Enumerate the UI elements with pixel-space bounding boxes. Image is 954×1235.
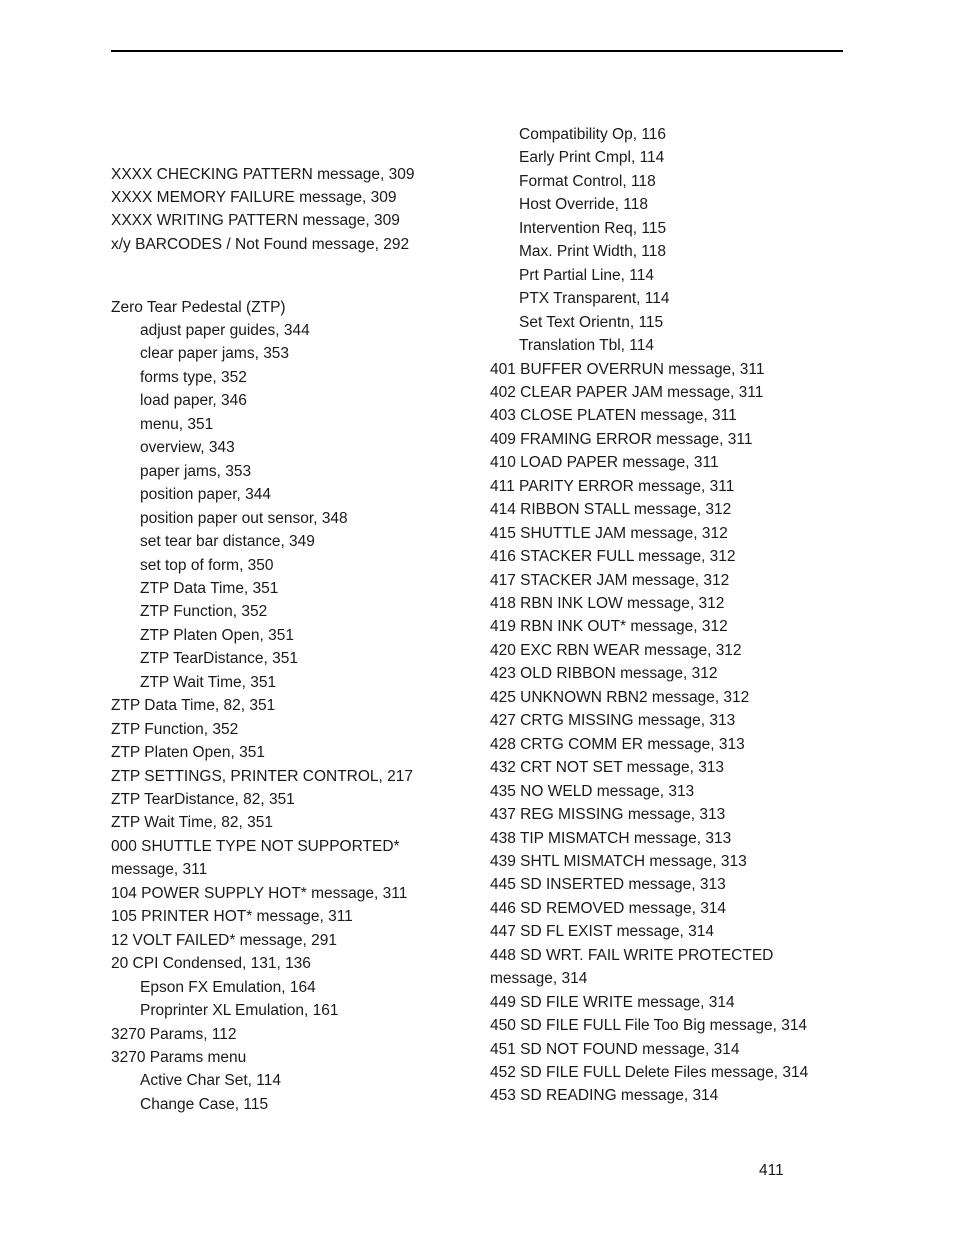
index-entry: x/y BARCODES / Not Found message, 292 [111,236,410,253]
index-entry: 427 CRTG MISSING message, 313 [490,712,736,730]
index-entry: 12 VOLT FAILED* message, 291 [111,931,338,949]
index-entry: 452 SD FILE FULL Delete Files message, 314 [490,1064,809,1081]
index-entry: 104 POWER SUPPLY HOT* message, 311 [111,884,408,902]
index-entry: 20 CPI Condensed, 131, 136 [111,955,311,973]
index-subentry: Intervention Req, 115 [519,219,667,237]
index-subentry: set top of form, 350 [140,556,274,574]
index-entry: 411 PARITY ERROR message, 311 [490,477,735,495]
index-entry: 450 SD FILE FULL File Too Big message, 314 [490,1017,808,1035]
index-entry: 425 UNKNOWN RBN2 message, 312 [490,688,750,706]
index-entry: 451 SD NOT FOUND message, 314 [490,1040,740,1058]
index-entry: 448 SD WRT. FAIL WRITE PROTECTED [490,946,774,964]
index-subentry: Compatibility Op, 116 [519,126,667,143]
index-entry: 453 SD READING message, 314 [490,1087,719,1105]
index-entry: 419 RBN INK OUT* message, 312 [490,618,728,636]
index-subentry: forms type, 352 [140,368,247,386]
index-subentry: Prt Partial Line, 114 [519,266,654,284]
index-entry: 420 EXC RBN WEAR message, 312 [490,641,742,659]
index-entry: 437 REG MISSING message, 313 [490,806,726,824]
index-subentry: Active Char Set, 114 [140,1072,282,1090]
index-subentry: menu, 351 [140,415,214,433]
index-subentry: ZTP Wait Time, 351 [140,673,277,691]
index-entry: 410 LOAD PAPER message, 311 [490,454,719,472]
index-subentry: Set Text Orientn, 115 [519,313,664,331]
index-subentry: position paper out sensor, 348 [140,509,348,527]
index-subentry: ZTP Platen Open, 351 [140,626,294,644]
index-entry: 432 CRT NOT SET message, 313 [490,759,725,777]
index-subentry: Max. Print Width, 118 [519,243,667,261]
index-entry: 3270 Params, 112 [111,1025,237,1043]
index-entry: message, 311 [111,861,208,879]
index-entry: 000 SHUTTLE TYPE NOT SUPPORTED* [111,837,400,855]
page-number: 411 [759,1162,784,1179]
index-entry: XXXX WRITING PATTERN message, 309 [111,212,400,229]
index-entry: 409 FRAMING ERROR message, 311 [490,430,753,448]
index-subentry: Translation Tbl, 114 [519,337,654,355]
index-entry: 447 SD FL EXIST message, 314 [490,923,715,941]
index-subentry: ZTP TearDistance, 351 [140,650,298,668]
index-entry: 416 STACKER FULL message, 312 [490,548,736,566]
index-entry: ZTP SETTINGS, PRINTER CONTROL, 217 [111,767,414,785]
index-entry: 446 SD REMOVED message, 314 [490,899,727,917]
index-subentry: ZTP Function, 352 [140,603,268,621]
index-subentry: overview, 343 [140,439,235,457]
index-subentry: Proprinter XL Emulation, 161 [140,1002,339,1020]
index-subentry: position paper, 344 [140,486,271,504]
index-entry: 423 OLD RIBBON message, 312 [490,665,718,683]
index-entry: 435 NO WELD message, 313 [490,782,695,800]
index-subentry: clear paper jams, 353 [140,345,290,363]
index-subentry: paper jams, 353 [140,462,252,480]
index-subentry: Host Override, 118 [519,196,648,214]
index-entry: 439 SHTL MISMATCH message, 313 [490,852,747,870]
index-entry: 401 BUFFER OVERRUN message, 311 [490,360,765,378]
index-subentry: Early Print Cmpl, 114 [519,149,665,167]
index-subentry: Epson FX Emulation, 164 [140,978,316,996]
index-entry: 445 SD INSERTED message, 313 [490,876,726,894]
header-rule [111,50,843,52]
index-entry: 438 TIP MISMATCH message, 313 [490,829,732,847]
index-subentry: ZTP Data Time, 351 [140,579,279,597]
index-entry: ZTP Data Time, 82, 351 [111,697,276,715]
index-subentry: load paper, 346 [140,392,247,410]
index-entry: Zero Tear Pedestal (ZTP) [111,299,286,316]
index-entry: ZTP TearDistance, 82, 351 [111,791,295,808]
index-entry: 415 SHUTTLE JAM message, 312 [490,524,728,542]
index-entry: 403 CLOSE PLATEN message, 311 [490,407,737,425]
index-subentry: adjust paper guides, 344 [140,322,310,339]
index-entry: 417 STACKER JAM message, 312 [490,571,730,589]
index-subentry: Format Control, 118 [519,172,656,190]
index-subentry: Change Case, 115 [140,1095,269,1113]
index-entry: 402 CLEAR PAPER JAM message, 311 [490,383,764,401]
index-subentry: PTX Transparent, 114 [519,290,670,308]
index-subentry: set tear bar distance, 349 [140,533,315,551]
index-entry: ZTP Function, 352 [111,720,239,738]
index-entry: ZTP Platen Open, 351 [111,744,265,762]
index-entry: message, 314 [490,970,588,988]
index-entry: 428 CRTG COMM ER message, 313 [490,735,745,753]
index-entry: XXXX MEMORY FAILURE message, 309 [111,189,397,206]
index-entry: XXXX CHECKING PATTERN message, 309 [111,166,415,183]
index-entry: 105 PRINTER HOT* message, 311 [111,908,353,926]
index-entry: 3270 Params menu [111,1048,247,1066]
index-entry: ZTP Wait Time, 82, 351 [111,814,273,832]
index-entry: 418 RBN INK LOW message, 312 [490,595,725,612]
index-entry: 449 SD FILE WRITE message, 314 [490,993,735,1011]
index-entry: 414 RIBBON STALL message, 312 [490,501,732,519]
